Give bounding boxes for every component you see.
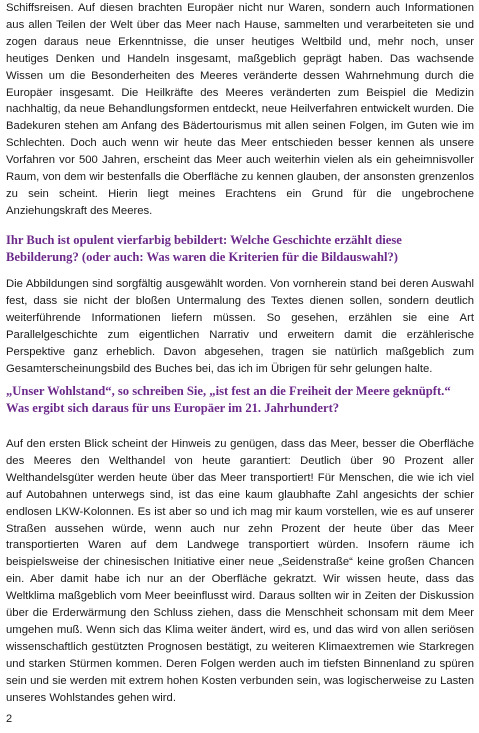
body-paragraph: Auf den ersten Blick scheint der Hinweis zu genügen, dass das Meer, besser die Oberfläche des Meeres den Welthandel von heute garantiert: Deutlich über 90 Prozent aller Welthandelsgüter werden heute über das Meer transportiert! Für Menschen, die wie ich viel auf Autobahnen unterwegs sind, ist das eine kaum glaubhafte Zahl angesichts der schier endlosen LKW-Kolonnen. Es ist aber so und ich mag mir kaum vorstellen, wie es auf unserer Straßen aussehen würde, wenn auch nur zehn Prozent der heute über das Meer transportierten Waren auf dem Landwege transportiert würden. Insofern räume ich beispielsweise der chinesischen Initiative einer neue „Seidenstraße“ keine großen Chancen ein. Aber damit habe ich nur an der Oberfläche gekratzt. Wir wissen heute, dass das Weltklima maßgeblich vom Meer beeinflusst wird. Daraus sollten wir in Zeiten der Diskussion über die Erderwärmung den Schluss ziehen, dass die Menschheit schonsam mit dem Meer umgehen muß. Wenn sich das Klima weiter ändert, wird es, und das wird von allen seriösen wissenschaftlich gestützten Prognosen bestätigt, zu weiteren Klimaextremen wie Starkregen und starken Stürmen kommen. Deren Folgen werden auch im tiefsten Binnenland zu spüren sein und sie werden mit extrem hohen Kosten verbunden sein, was logischerweise zu Lasten unseres Wohlstandes gehen wird. — [6, 438, 474, 704]
body-paragraph: Die Abbildungen sind sorgfältig ausgewählt worden. Von vornherein stand bei deren Auswahl fest, dass sie nicht der bloßen Untermalung des Textes dienen sollen, sondern deutlich weiterführende Informationen liefern müssen. So gesehen, erzählen sie eine Art Parallelgeschichte zum eigentlichen Narrativ und erweitern damit die erzählerische Perspektive ganz erheblich. Davon abgesehen, tragen sie natürlich maßgeblich zum Gesamterscheinungsbild des Buches bei, das ich im Übrigen für sehr gelungen halte. — [6, 278, 474, 375]
interview-question: „Unser Wohlstand“, so schreiben Sie, „ist fest an die Freiheit der Meere geknüpft.“ Was ergibt sich daraus für uns Europäer im 21. Jahrhundert? — [6, 384, 451, 415]
body-paragraph: Schiffsreisen. Auf diesen brachten Europäer nicht nur Waren, sondern auch Informationen aus allen Teilen der Welt über das Meer nach Hause, sammelten und verarbeiteten sie und zogen daraus neue Erkenntnisse, die unser heutiges Weltbild und, mehr noch, unser heutiges Denken und Handeln insgesamt, maßgeblich geprägt haben. Das wachsende Wissen um die Besonderheiten des Meeres veränderte dessen Wahrnehmung durch die Europäer insgesamt. Die Heilkräfte des Meeres veränderten zum Beispiel die Medizin nachhaltig, da neue Behandlungsformen entdeckt, neue Heilverfahren entwickelt wurden. Die Badekuren stehen am Anfang des Bädertourismus mit allen seinen Folgen, im Guten wie im Schlechten. Doch auch wenn wir heute das Meer entschieden besser kennen als unsere Vorfahren vor 500 Jahren, erscheint das Meer auch weiterhin vielen als ein geheimnisvoller Raum, von dem wir bestenfalls die Oberfläche zu kennen glauben, der ansonsten grenzenlos zu sein scheint. Hierin liegt meines Erachtens ein Grund für die ungebrochene Anziehungskraft des Meeres. — [6, 2, 474, 217]
page-number: 2 — [6, 713, 13, 725]
interview-question: Ihr Buch ist opulent vierfarbig bebildert: Welche Geschichte erzählt diese Bebilderung? (oder auch: Was waren die Kriterien für die Bildauswahl?) — [6, 233, 402, 264]
